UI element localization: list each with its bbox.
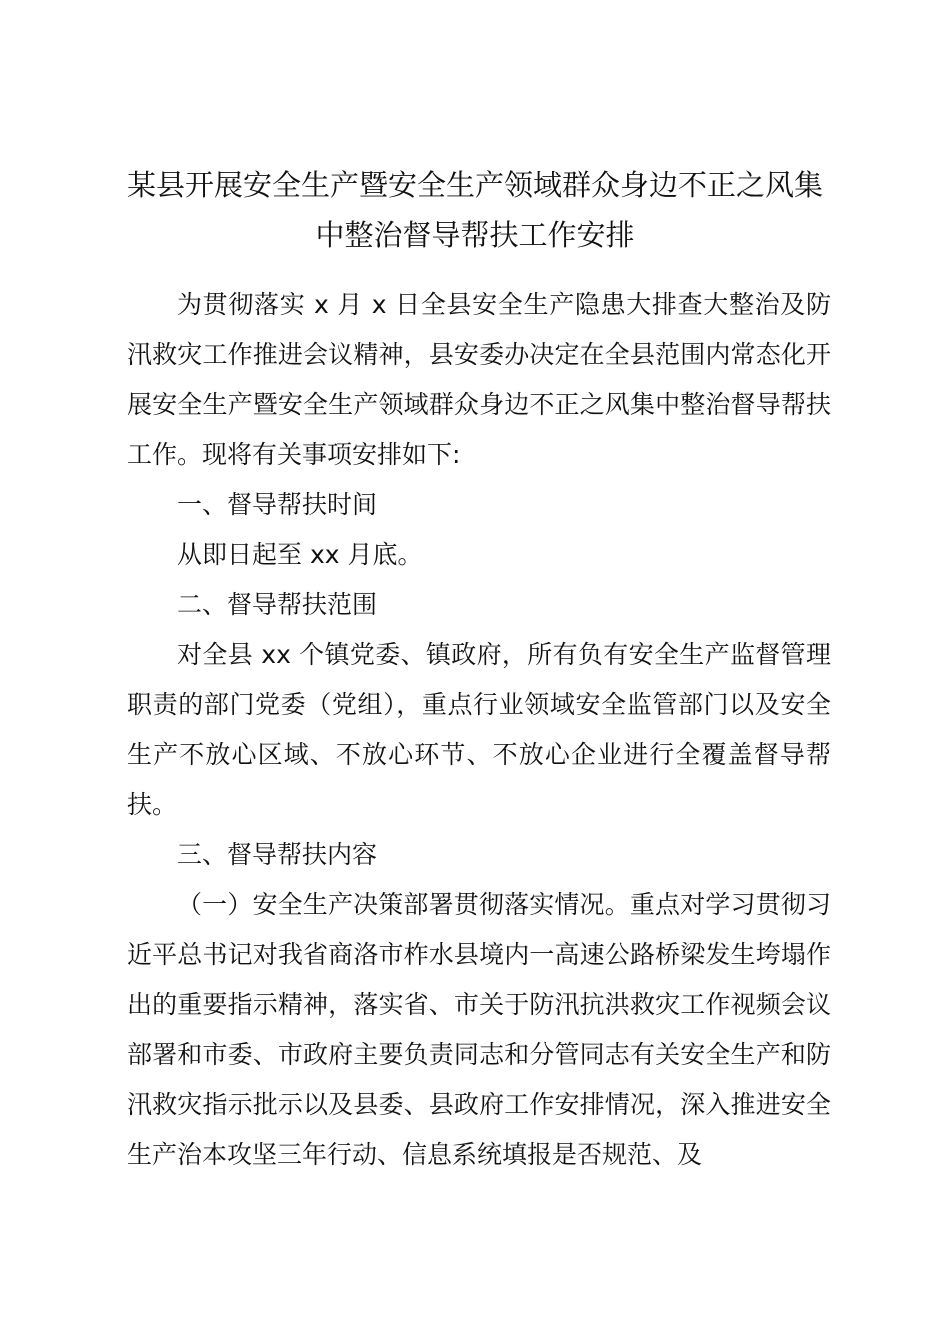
intro-paragraph: 为贯彻落实 x 月 x 日全县安全生产隐患大排查大整治及防汛救灾工作推进会议精神，县安委办决定在全县范围内常态化开展安全生产暨安全生产领域群众身边不正之风集中整治督导帮扶工作。现将有关事项安排如下: [127, 290, 831, 469]
content-paragraph-1: （一）安全生产决策部署贯彻落实情况。重点对学习贯彻习近平总书记对我省商洛市柞水县境内一高速公路桥梁发生垮塌作出的重要指示精神，落实省、市关于防汛抗洪救灾工作视频会议部署和市委、市政府主要负责同志和分管同志有关安全生产和防汛救灾指示批示以及县委、县政府工作安排情况，深入推进安全生产治本攻坚三年行动、信息系统填报是否规范、及 [127, 890, 831, 1169]
document-body [127, 280, 831, 1180]
scope-paragraph: 对全县 xx 个镇党委、镇政府，所有负有安全生产监督管理职责的部门党委（党组），重点行业领域安全监管部门以及安全生产不放心区域、不放心环节、不放心企业进行全覆盖督导帮扶。 [127, 640, 831, 819]
time-paragraph: 从即日起至 xx 月底。 [177, 540, 423, 569]
document-title: 某县开展安全生产暨安全生产领域群众身边不正之风集中整治督导帮扶工作安排 [126, 168, 823, 252]
section-heading-content: 三、督导帮扶内容 [177, 840, 378, 869]
section-heading-scope: 二、督导帮扶范围 [177, 590, 378, 619]
section-heading-time: 一、督导帮扶时间 [177, 490, 378, 519]
